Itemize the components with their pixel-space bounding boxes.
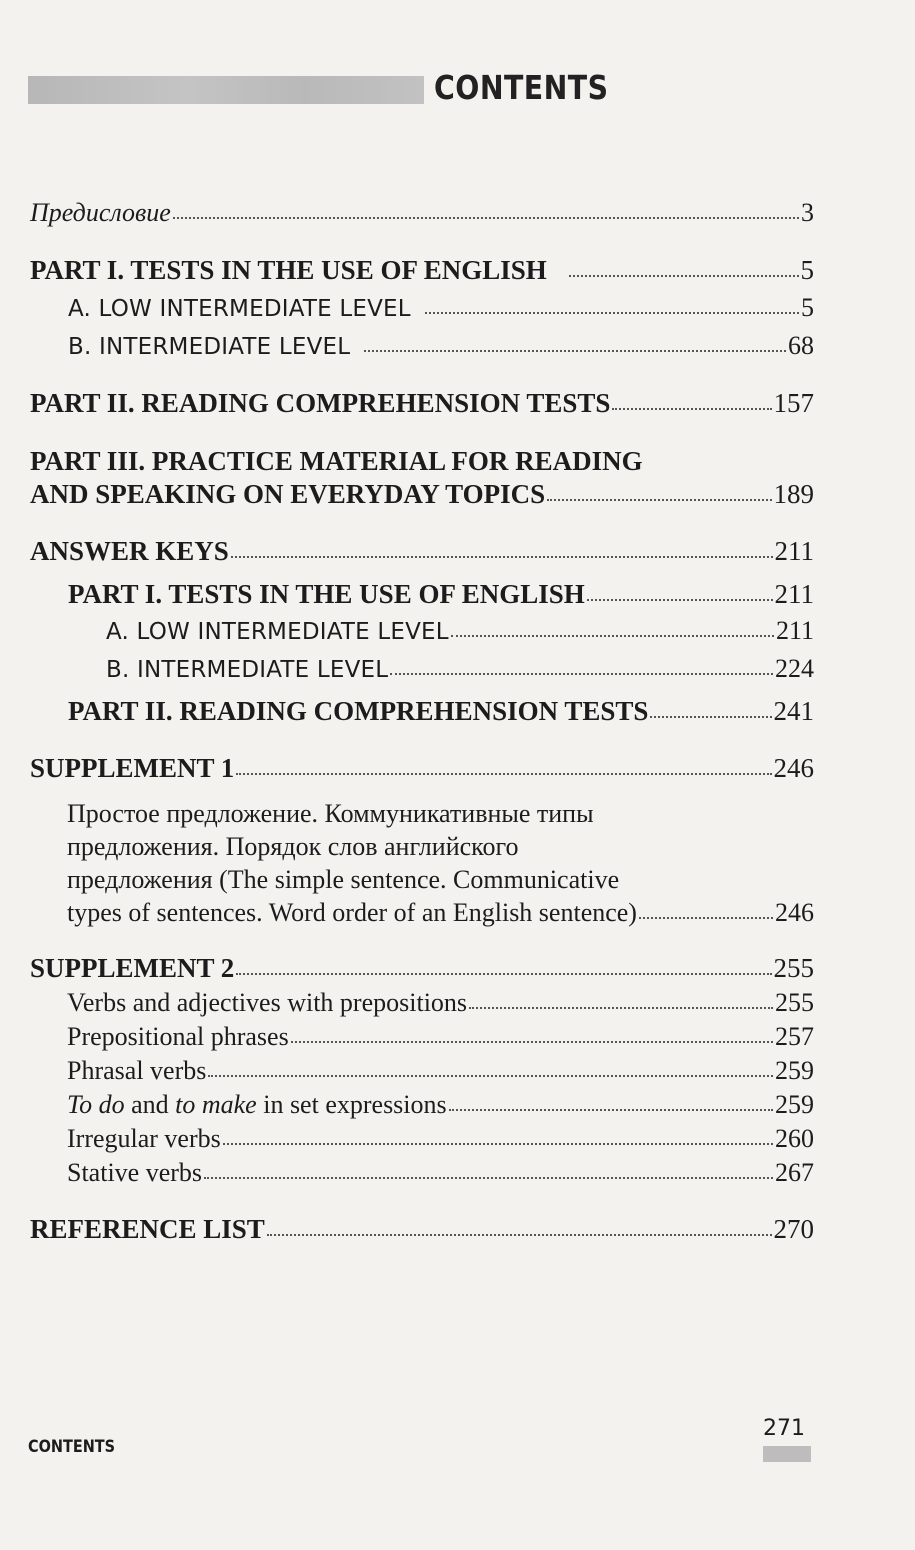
toc-entry-answer-keys[interactable]: ANSWER KEYS 211 [30, 536, 814, 566]
toc-entry-prepositional-phrases[interactable]: Prepositional phrases 257 [67, 1022, 814, 1051]
toc-entry-preface[interactable]: Предисловие 3 [30, 198, 814, 227]
leader-dots [267, 1234, 772, 1236]
leader-dots [204, 1177, 773, 1179]
page-number-bar [763, 1446, 811, 1462]
toc-entry-to-do-to-make[interactable]: To do and to make in set expressions 259 [67, 1090, 814, 1119]
leader-dots [612, 408, 771, 410]
header-decorative-bar [28, 76, 424, 104]
toc-entry-part1b[interactable]: B. INTERMEDIATE LEVEL 68 [68, 331, 814, 360]
supplement1-desc-line1: Простое предложение. Коммуникативные типы [67, 799, 594, 828]
toc-entry-supplement1-desc[interactable]: types of sentences. Word order of an English sentence) 246 [67, 898, 814, 927]
toc-entry-part3-line1[interactable]: PART III. PRACTICE MATERIAL FOR READING [30, 446, 643, 476]
leader-dots [569, 275, 799, 277]
leader-dots [236, 973, 771, 975]
toc-entry-part1a[interactable]: A. LOW INTERMEDIATE LEVEL 5 [68, 293, 814, 322]
toc-entry-irregular-verbs[interactable]: Irregular verbs 260 [67, 1124, 814, 1153]
leader-dots [236, 773, 771, 775]
leader-dots [364, 350, 786, 352]
toc-entry-stative-verbs[interactable]: Stative verbs 267 [67, 1158, 814, 1187]
toc-entry-phrasal-verbs[interactable]: Phrasal verbs 259 [67, 1056, 814, 1085]
leader-dots [547, 499, 771, 501]
leader-dots [223, 1143, 773, 1145]
leader-dots [425, 312, 799, 314]
toc-entry-part1[interactable]: PART I. TESTS IN THE USE OF ENGLISH 5 [30, 255, 814, 285]
supplement1-desc-line2: предложения. Порядок слов английского [67, 832, 519, 861]
leader-dots [469, 1007, 773, 1009]
leader-dots [173, 217, 799, 219]
page-header [28, 70, 628, 110]
toc-entry-supplement1[interactable]: SUPPLEMENT 1 246 [30, 753, 814, 783]
leader-dots [291, 1041, 773, 1043]
supplement1-desc-line3: предложения (The simple sentence. Communicative [67, 865, 620, 894]
toc-entry-keys-part1a[interactable]: A. LOW INTERMEDIATE LEVEL 211 [106, 616, 814, 645]
toc-entry-keys-part1b[interactable]: B. INTERMEDIATE LEVEL 224 [106, 654, 814, 683]
page-number: 271 [763, 1416, 805, 1441]
leader-dots [208, 1075, 773, 1077]
toc-entry-reference-list[interactable]: REFERENCE LIST 270 [30, 1214, 814, 1244]
toc-entry-keys-part2[interactable]: PART II. READING COMPREHENSION TESTS 241 [68, 696, 814, 726]
toc-entry-part3-line2[interactable]: AND SPEAKING ON EVERYDAY TOPICS 189 [30, 479, 814, 509]
leader-dots [639, 917, 773, 919]
leader-dots [451, 635, 774, 637]
running-title: CONTENTS [28, 1437, 116, 1457]
leader-dots [390, 673, 773, 675]
leader-dots [449, 1109, 773, 1111]
toc-entry-supplement2[interactable]: SUPPLEMENT 2 255 [30, 953, 814, 983]
toc-entry-keys-part1[interactable]: PART I. TESTS IN THE USE OF ENGLISH 211 [68, 579, 814, 609]
leader-dots [231, 556, 773, 558]
toc-entry-verbs-adjectives[interactable]: Verbs and adjectives with prepositions 255 [67, 988, 814, 1017]
leader-dots [650, 716, 771, 718]
leader-dots [587, 599, 773, 601]
page-title: CONTENTS [434, 68, 609, 107]
toc-entry-part2[interactable]: PART II. READING COMPREHENSION TESTS 157 [30, 388, 814, 418]
